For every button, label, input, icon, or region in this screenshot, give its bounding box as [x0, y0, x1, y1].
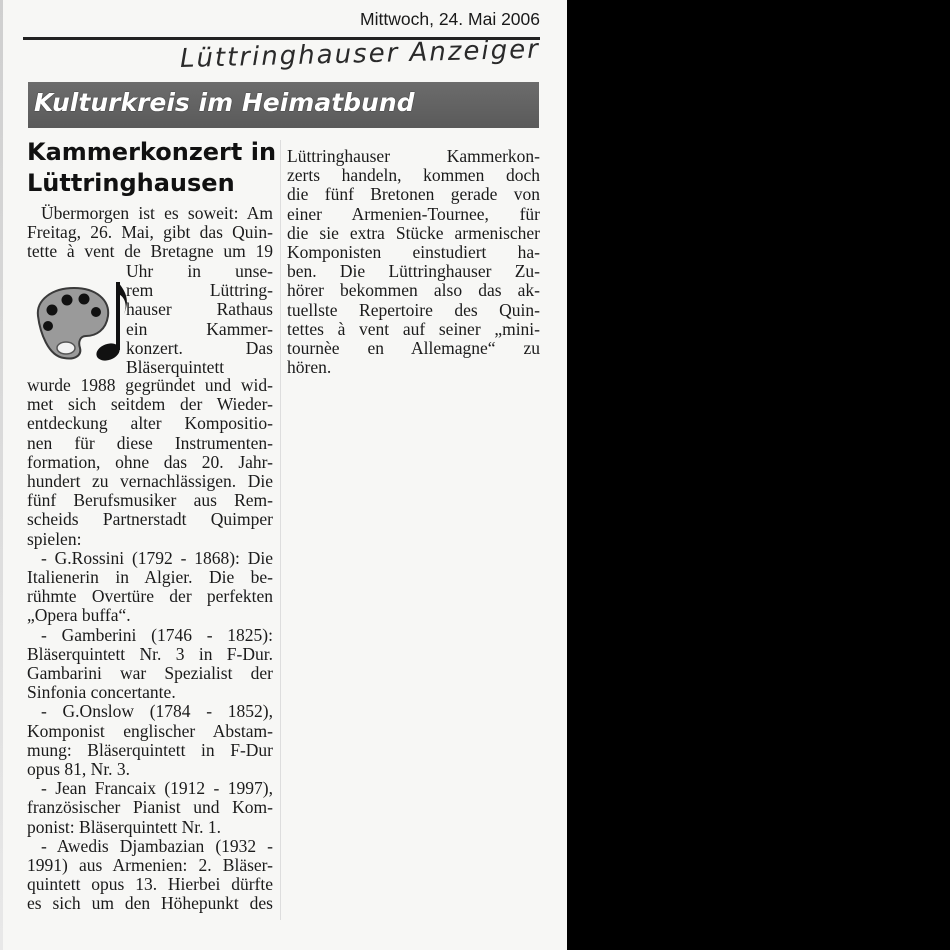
article-text-line: Freitag, 26. Mai, gibt das Quin- — [27, 222, 273, 243]
article-text-line: scheids Partnerstadt Quimper — [27, 509, 273, 530]
article-text-line: - G.Rossini (1792 - 1868): Die — [41, 547, 273, 568]
article-text-line: mung: Bläserquintett in F-Dur — [27, 739, 273, 760]
palette-and-music-note-icon — [30, 270, 130, 368]
article-text-line: ein Kammer- — [126, 318, 273, 339]
article-text-line: fünf Berufsmusiker aus Rem- — [27, 490, 273, 511]
article-text-line: - G.Onslow (1784 - 1852), — [41, 701, 273, 722]
article-headline — [27, 137, 277, 199]
article-text-line: met sich seitdem der Wieder- — [27, 394, 273, 415]
article-text-line: spielen: — [27, 528, 82, 549]
article-text-line: ben. Die Lüttringhauser Zu- — [287, 261, 540, 282]
article-text-line: Bläserquintett Nr. 3 in F-Dur. — [27, 643, 273, 664]
article-text-line: hörer bekommen also das ak- — [287, 280, 540, 301]
article-text-line: wurde 1988 gegründet und wid- — [27, 375, 273, 395]
article-text-line: rühmte Overtüre der perfekten — [27, 586, 273, 607]
article-text-line: zerts handeln, kommen doch — [287, 165, 540, 186]
column-divider — [280, 140, 281, 920]
article-text-line: opus 81, Nr. 3. — [27, 759, 131, 780]
article-text-line: es sich um den Höhepunkt des — [27, 893, 273, 914]
article-text-line: die sie extra Stücke armenischer — [287, 222, 540, 243]
article-text-line: einer Armenien-Tournee, für — [287, 203, 540, 224]
article-text-line: Gambarini war Spezialist der — [27, 663, 273, 684]
article-text-line: Komponisten einstudiert ha- — [287, 242, 540, 263]
article-text-line: Italienerin in Algier. Die be- — [27, 567, 273, 588]
article-column-1-wrap — [126, 262, 273, 377]
article-text-line: hauser Rathaus — [126, 299, 273, 320]
article-text-line: Lüttringhauser Kammerkon- — [287, 146, 540, 166]
article-column-1-rest — [27, 376, 273, 914]
article-text-line: Uhr in unse- — [126, 261, 273, 281]
article-text-line: hören. — [287, 357, 332, 378]
article-text-line: tournèe en Allemagne“ zu — [287, 338, 540, 359]
headline-line: Kammerkonzert in — [27, 138, 277, 166]
article-text-line: konzert. Das — [126, 337, 273, 358]
article-text-line: - Gamberini (1746 - 1825): — [41, 624, 273, 645]
article-text-line: 1991) aus Armenien: 2. Bläser- — [27, 855, 273, 876]
headline-line: Lüttringhausen — [27, 169, 235, 197]
article-text-line: - Awedis Djambazian (1932 - — [41, 835, 273, 856]
article-text-line: Komponist englischer Abstam- — [27, 720, 273, 741]
article-text-line: Sinfonia concertante. — [27, 682, 176, 703]
article-text-line: „Opera buffa“. — [27, 605, 131, 626]
article-text-line: Übermorgen ist es soweit: Am — [41, 203, 273, 223]
article-text-line: quintett opus 13. Hierbei dürfte — [27, 874, 273, 895]
article-text-line: tuellste Repertoire des Quin- — [287, 299, 540, 320]
page-date: Mittwoch, 24. Mai 2006 — [360, 9, 540, 29]
section-banner — [28, 82, 539, 128]
article-text-line: nen für diese Instrumenten- — [27, 432, 273, 453]
article-column-2 — [287, 147, 540, 377]
article-text-line: - Jean Francaix (1912 - 1997), — [41, 778, 273, 799]
article-text-line: rem Lüttring- — [126, 280, 273, 301]
article-text-line: französischer Pianist und Kom- — [27, 797, 273, 818]
article-text-line: entdeckung alter Kompositio- — [27, 413, 273, 434]
article-text-line: ponist: Bläserquintett Nr. 1. — [27, 816, 221, 837]
article-column-1-top — [27, 204, 273, 262]
section-banner-title: Kulturkreis im Heimatbund — [34, 88, 415, 117]
article-text-line: hundert zu vernachlässigen. Die — [27, 471, 273, 492]
article-text-line: die fünf Bretonen gerade von — [287, 184, 540, 205]
article-text-line: tette à vent de Bretagne um 19 — [27, 241, 273, 262]
handwritten-source-note: Lüttringhauser Anzeiger — [179, 34, 541, 74]
article-text-line: tettes à vent auf seiner „mini- — [287, 318, 540, 339]
article-text-line: formation, ohne das 20. Jahr- — [27, 451, 273, 472]
article-text-line: Bläserquintett — [126, 357, 225, 378]
scan-edge — [0, 0, 3, 950]
